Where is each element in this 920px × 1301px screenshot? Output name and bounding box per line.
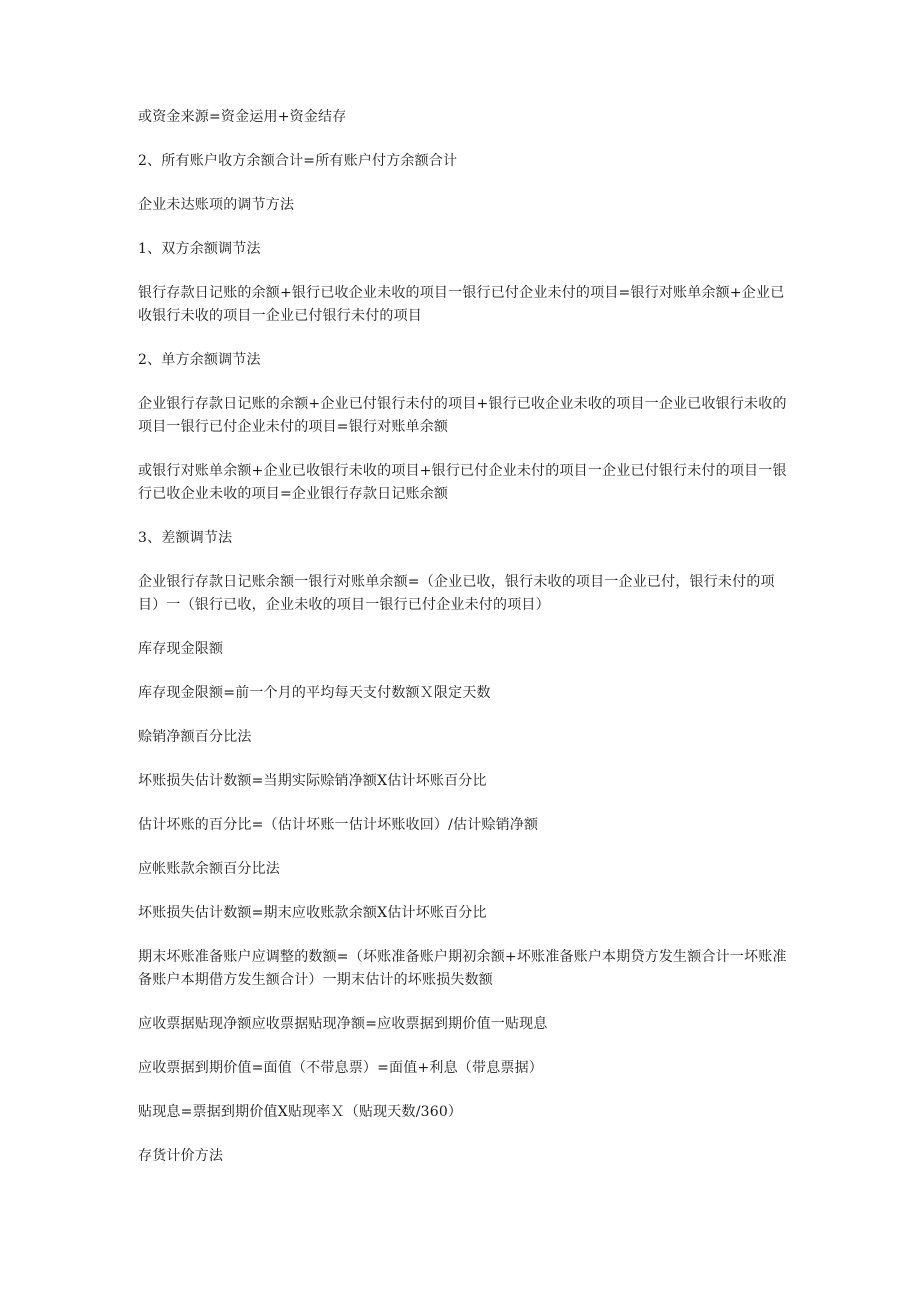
paragraph-two-sided-formula: 银行存款日记账的余额+银行已收企业未收的项目一银行已付企业未付的项目=银行对账单余额+企业已收银行未收的项目一企业已付银行未付的项目 bbox=[138, 285, 785, 324]
heading-cash-limit: 库存现金限额 bbox=[138, 641, 224, 657]
paragraph-discount-net: 应收票据贴现净额应收票据贴现净额=应收票据到期价值一贴现息 bbox=[138, 1016, 548, 1032]
heading-difference-method: 3、差额调节法 bbox=[138, 530, 233, 546]
paragraph-difference-formula: 企业银行存款日记账余额一银行对账单余额=（企业已收，银行未收的项目一企业已付，银行未付的项目）一（银行已收，企业未收的项目一银行已付企业未付的项目） bbox=[138, 574, 775, 613]
heading-credit-sales-percentage: 赊销净额百分比法 bbox=[138, 729, 252, 745]
heading-reconciliation-methods: 企业未达账项的调节方法 bbox=[138, 197, 295, 213]
heading-inventory-valuation: 存货计价方法 bbox=[138, 1148, 224, 1164]
paragraph-bad-debt-estimate-receivables: 坏账损失估计数额=期末应收账款余额X估计坏账百分比 bbox=[138, 905, 487, 921]
heading-one-sided-method: 2、单方余额调节法 bbox=[138, 352, 261, 368]
heading-two-sided-method: 1、双方余额调节法 bbox=[138, 241, 261, 257]
paragraph-allowance-adjustment: 期末坏账准备账户应调整的数额=（坏账准备账户期初余额+坏账准备账户本期贷方发生额合计一坏账准备账户本期借方发生额合计）一期末估计的坏账损失数额 bbox=[138, 949, 787, 988]
paragraph-funds-equation: 或资金来源=资金运用+资金结存 bbox=[138, 109, 347, 125]
paragraph-maturity-value: 应收票据到期价值=面值（不带息票）=面值+利息（带息票据） bbox=[138, 1060, 543, 1076]
document-body bbox=[138, 106, 788, 1189]
paragraph-discount-interest: 贴现息=票据到期价值X贴现率Ｘ（贴现天数/360） bbox=[138, 1104, 463, 1120]
paragraph-balance-equation: 2、所有账户收方余额合计=所有账户付方余额合计 bbox=[138, 153, 458, 169]
paragraph-cash-limit-formula: 库存现金限额=前一个月的平均每天支付数额Ｘ限定天数 bbox=[138, 685, 491, 701]
heading-receivables-balance-percentage: 应帐账款余额百分比法 bbox=[138, 861, 280, 877]
paragraph-one-sided-formula-b: 或银行对账单余额+企业已收银行未收的项目+银行已付企业未付的项目一企业已付银行未付的项目一银行已收企业未收的项目=企业银行存款日记账余额 bbox=[138, 463, 787, 502]
paragraph-one-sided-formula-a: 企业银行存款日记账的余额+企业已付银行未付的项目+银行已收企业未收的项目一企业已收银行未收的项目一银行已付企业未付的项目=银行对账单余额 bbox=[138, 396, 787, 435]
paragraph-bad-debt-estimate: 坏账损失估计数额=当期实际赊销净额X估计坏账百分比 bbox=[138, 773, 487, 789]
paragraph-bad-debt-percentage: 估计坏账的百分比=（估计坏账一估计坏账收回）/估计赊销净额 bbox=[138, 817, 539, 833]
